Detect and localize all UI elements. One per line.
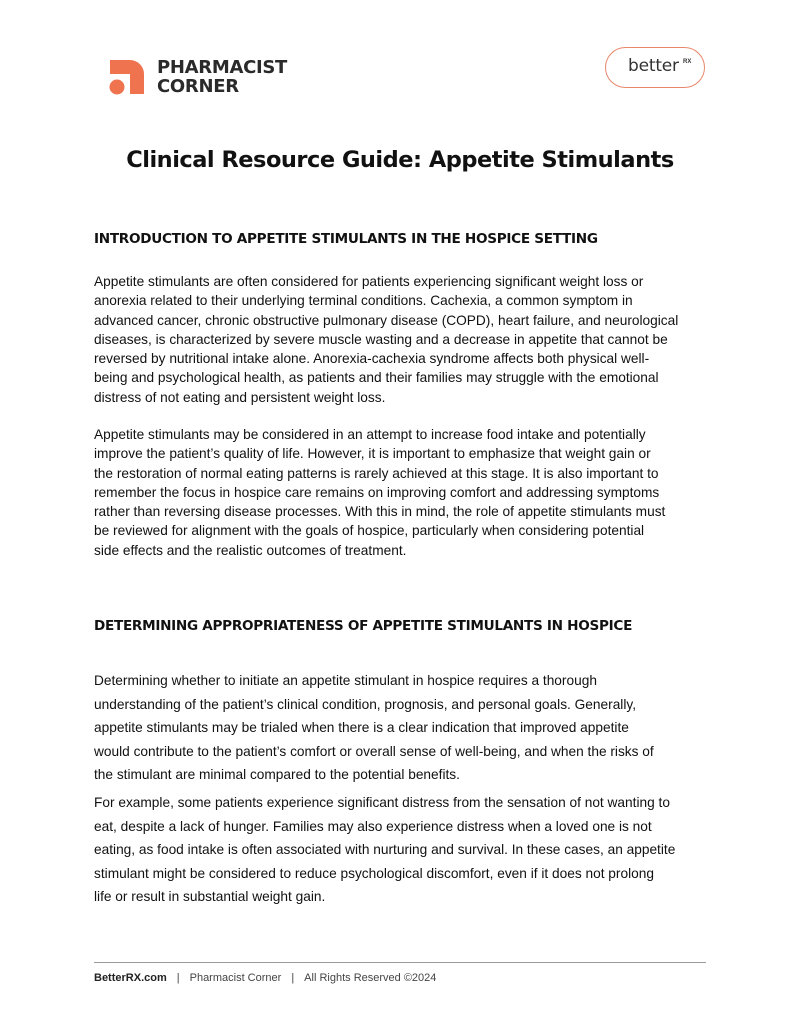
text-line: being and psychological health, as patients and their families may struggle with the emotional	[94, 370, 659, 386]
page-header	[0, 0, 800, 120]
text-line: reversed by nutritional intake alone. Anorexia-cachexia syndrome affects both physical well-	[94, 351, 650, 367]
text-line: Appetite stimulants may be considered in an attempt to increase food intake and potentially	[94, 427, 646, 442]
text-line: Appetite stimulants are often considered for patients experiencing significant weight loss or	[94, 274, 644, 289]
betterrx-logo-superscript: RX	[683, 59, 692, 65]
text-line: the stimulant are minimal compared to the potential benefits.	[94, 767, 460, 782]
logo-line-2: CORNER	[157, 76, 239, 97]
betterrx-logo-word: better	[628, 56, 679, 76]
text-line: improve the patient’s quality of life. However, it is important to emphasize that weight gain or	[94, 446, 651, 462]
footer-divider	[94, 962, 706, 963]
paragraph-appropriateness-2	[94, 791, 709, 909]
text-line: side effects and the realistic outcomes of treatment.	[94, 542, 407, 558]
section-heading-appropriateness: DETERMINING APPROPRIATENESS OF APPETITE STIMULANTS IN HOSPICE	[94, 618, 633, 634]
text-line: life or result in substantial weight gain.	[94, 889, 326, 904]
text-line: understanding of the patient’s clinical condition, prognosis, and personal goals. Generally,	[94, 696, 637, 712]
paragraph-appropriateness-1	[94, 669, 709, 787]
betterrx-logo	[605, 47, 705, 88]
paragraph-intro-2	[94, 425, 709, 560]
footer-separator: |	[291, 972, 295, 984]
text-line: distress of not eating and persistent weight loss.	[94, 389, 386, 405]
logo-line-1: PHARMACIST	[157, 57, 288, 78]
footer-brand-link[interactable]: BetterRX.com	[94, 972, 167, 984]
text-line: rather than reversing disease processes. With this in mind, the role of appetite stimulants must	[94, 504, 666, 520]
page-footer	[94, 972, 436, 984]
text-line: remember the focus in hospice care remains on improving comfort and addressing symptoms	[94, 484, 660, 500]
page-title: Clinical Resource Guide: Appetite Stimulants	[126, 147, 674, 173]
paragraph-intro-1	[94, 272, 709, 407]
pharmacist-corner-logo	[107, 57, 288, 97]
text-line: anorexia related to their underlying terminal conditions. Cachexia, a common symptom in	[94, 293, 633, 309]
text-line: stimulant might be considered to reduce psychological discomfort, even if it does not prolong	[94, 865, 654, 881]
text-line: For example, some patients experience significant distress from the sensation of not wanting to	[94, 795, 670, 810]
pharmacist-corner-logo-icon	[107, 57, 147, 97]
footer-section: Pharmacist Corner	[189, 972, 282, 984]
footer-separator: |	[176, 972, 180, 984]
section-heading-introduction: INTRODUCTION TO APPETITE STIMULANTS IN THE HOSPICE SETTING	[94, 231, 598, 247]
text-line: Determining whether to initiate an appetite stimulant in hospice requires a thorough	[94, 673, 597, 688]
text-line: the restoration of normal eating patterns is rarely achieved at this stage. It is also important to	[94, 465, 659, 481]
text-line: diseases, is characterized by severe muscle wasting and a decrease in appetite that cannot be	[94, 331, 668, 347]
text-line: would contribute to the patient’s comfort or overall sense of well-being, and when the risks of	[94, 743, 654, 759]
text-line: eat, despite a lack of hunger. Families may also experience distress when a loved one is not	[94, 818, 652, 834]
text-line: advanced cancer, chronic obstructive pulmonary disease (COPD), heart failure, and neurological	[94, 312, 679, 328]
footer-rights: All Rights Reserved ©2024	[304, 972, 437, 984]
text-line: appetite stimulants may be trialed when there is a clear indication that improved appetite	[94, 720, 629, 735]
text-line: be reviewed for alignment with the goals of hospice, particularly when considering potential	[94, 523, 645, 539]
text-line: eating, as food intake is often associated with nurturing and survival. In these cases, an appetite	[94, 842, 676, 857]
